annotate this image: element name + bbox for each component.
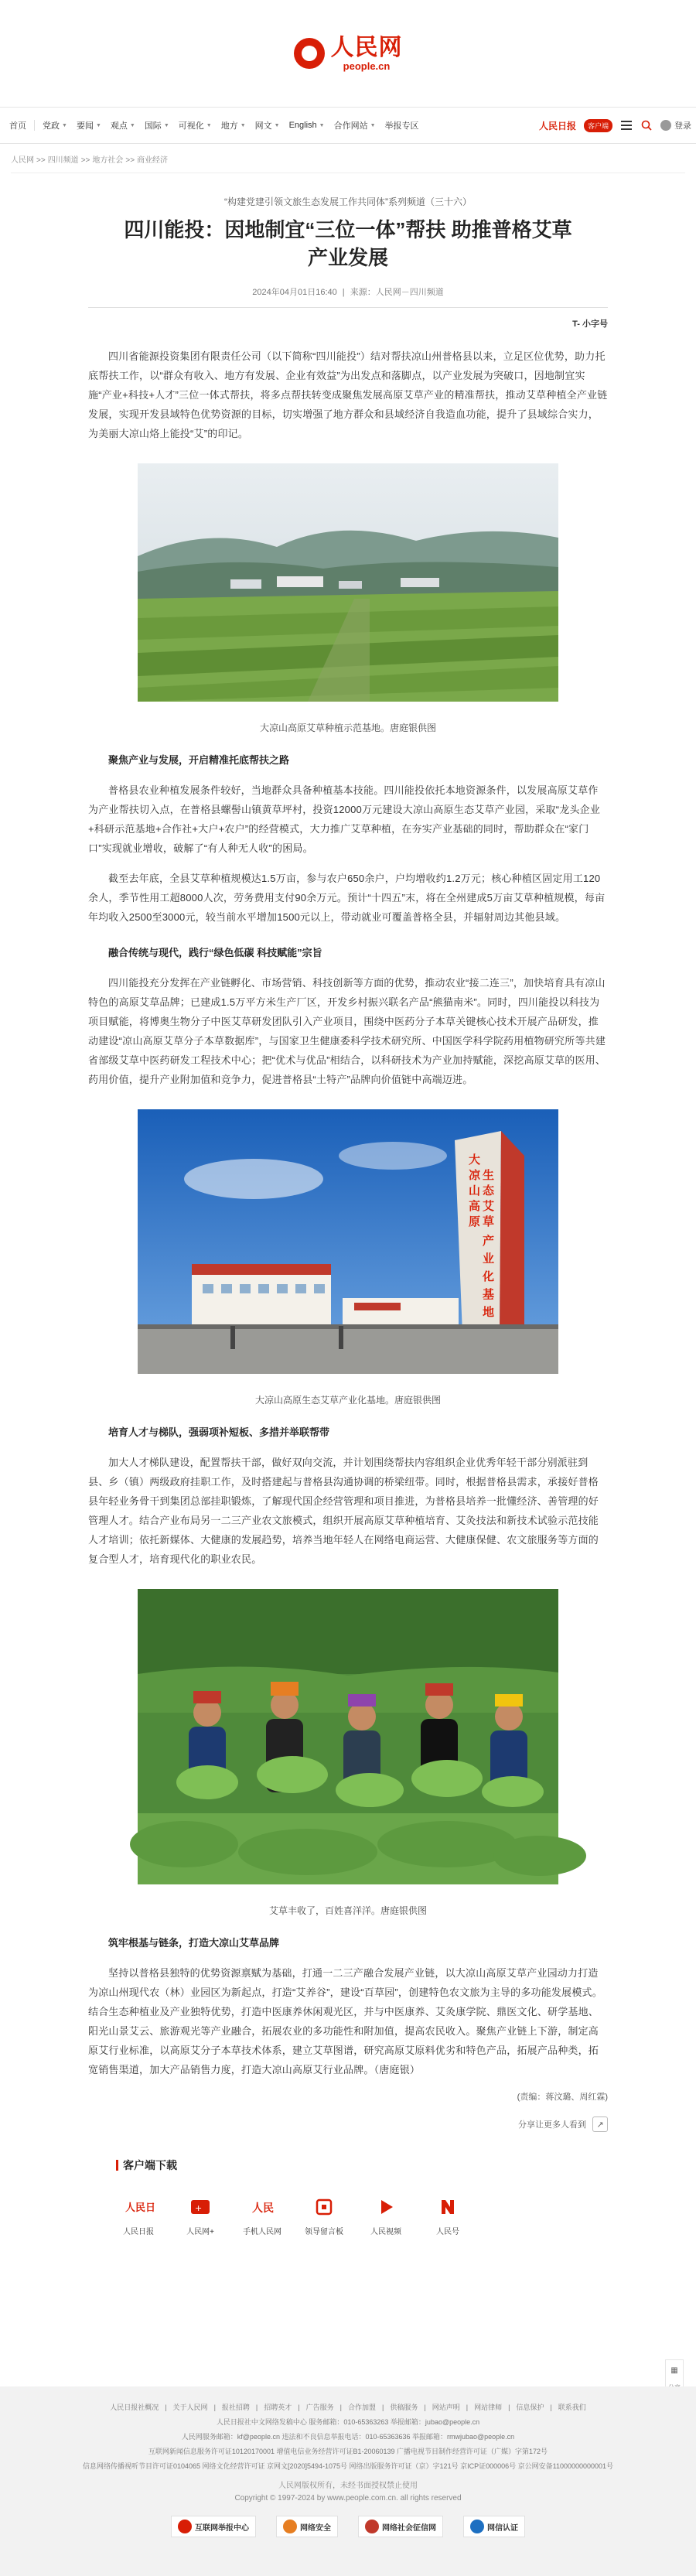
svg-text:态: 态 [483, 1184, 495, 1197]
svg-text:草: 草 [483, 1215, 495, 1228]
font-size-label: 小字号 [582, 319, 608, 329]
chevron-down-icon: ▼ [370, 122, 376, 128]
editor-signature: (责编：蒋汶璐、周红霖) [517, 2093, 608, 2102]
footer-link[interactable]: 网站声明 [432, 2403, 460, 2411]
menu-icon[interactable] [620, 119, 633, 132]
svg-text:凉: 凉 [469, 1168, 481, 1182]
client-app[interactable] [363, 2194, 408, 2236]
search-icon[interactable] [640, 119, 653, 132]
article-photo-field[interactable] [138, 463, 558, 705]
article-paragraph: 坚持以普格县独特的优势资源禀赋为基础，打通一二三产融合发展产业链，以大凉山高原艾草产业园动力打造为凉山州现代农（林）业园区为新起点，打造“艾养谷”，建设“百草园”，创建特色农文旅为主导的多功能发展模式。结合生态种植业及产业独特优势，打造中医康养休闲观光区，并与中医康养、艾灸康学院、鼎医文化、研学基地、阳光山景艾云、旅游观光等产业融合，拓展农业的多功能性和附加值，提高农民收入。聚焦产业链上下游，制定高原艾行业标准，以高原艾分子本草技术体系，建立艾草图谱，研究高原艾原料优劣和特色产品，拓展产品种类，拓宽销售渠道，加大产品销售力度，打造大凉山高原艾行业品牌。（唐庭银） [88, 1967, 602, 2075]
nav-item-label: English [288, 121, 317, 130]
nav-item-label: 举报专区 [384, 121, 419, 131]
nav-item[interactable] [380, 119, 424, 132]
breadcrumb-link[interactable]: 商业经济 [137, 156, 169, 165]
svg-text:人民日: 人民日 [125, 2202, 156, 2214]
photo-caption: 大凉山高原艾草种植示范基地。唐庭银供图 [259, 723, 436, 733]
article [88, 195, 608, 2132]
footer-link-divider: | [382, 2403, 384, 2411]
footer-link[interactable]: 合作加盟 [347, 2403, 376, 2411]
footer-link[interactable]: 联系我们 [558, 2403, 586, 2411]
nav-brand-link[interactable]: 人民日报 [538, 120, 576, 132]
footer-badge-label: 网络安全 [300, 2523, 331, 2533]
share-label: 分享让更多人看到 [518, 2120, 586, 2130]
svg-text:业: 业 [483, 1252, 495, 1266]
footer-link[interactable]: 报社招聘 [221, 2403, 250, 2411]
footer-link-divider: | [165, 2403, 167, 2411]
client-app-icon [425, 2194, 470, 2220]
breadcrumb [11, 153, 696, 165]
chevron-down-icon: ▼ [240, 122, 246, 128]
footer-line-4: 互联网新闻信息服务许可证10120170001 增值电信业务经营许可证B1-20060139 广播电视节目制作经营许可证（广媒）字第172号 [148, 2448, 548, 2455]
client-badge[interactable]: 客户端 [584, 119, 612, 132]
client-app-label: 人民网+ [186, 2228, 214, 2236]
badge-icon [283, 2520, 297, 2533]
svg-text:化: 化 [483, 1269, 495, 1283]
nav-item[interactable] [140, 119, 174, 132]
client-app-icon [240, 2194, 285, 2220]
footer-link[interactable]: 供稿服务 [390, 2403, 418, 2411]
article-paragraph: 截至去年底，全县艾草种植规模达1.5万亩，参与农户650余户，户均增收约1.2万元；核心种植区固定用工120余人，季节性用工超8000人次，劳务费用支付90余万元。预计“十四五”末，将在全州建成5万亩艾草种植规模，每亩年均收入2500至3000元，较当前水平增加1500元以上，带动就业可覆盖普格全县，并辐射周边其他县域。 [88, 873, 606, 923]
footer-line-3: 人民网服务邮箱：kf@people.cn 违法和不良信息举报电话：010-65363636 举报邮箱：rmwjubao@people.cn [181, 2433, 515, 2441]
nav-item-label: 要闻 [76, 121, 94, 131]
svg-text:基: 基 [483, 1287, 495, 1301]
footer-line-5: 信息网络传播视听节目许可证0104065 网络文化经营许可证 京网文[2020]5494-1075号 网络出版服务许可证（京）字121号 京ICP证000006号 京公网安备11000000000001号 [82, 2462, 614, 2470]
font-size-toggle[interactable] [88, 317, 608, 330]
footer-link-divider: | [298, 2403, 300, 2411]
svg-text:产: 产 [483, 1234, 495, 1248]
client-app[interactable] [302, 2194, 346, 2236]
logo-bar [0, 0, 696, 107]
footer-badge[interactable] [171, 2516, 256, 2537]
footer-badge[interactable] [463, 2516, 525, 2537]
nav-item[interactable] [38, 119, 72, 132]
chevron-down-icon: ▼ [319, 122, 325, 128]
nav-item-label: 可视化 [178, 121, 204, 131]
footer-link[interactable]: 网站律师 [474, 2403, 503, 2411]
article-figure [138, 463, 558, 734]
photo-caption: 艾草丰收了，百姓喜洋洋。唐庭银供图 [268, 1905, 427, 1916]
client-app-icon [363, 2194, 408, 2220]
breadcrumb-link[interactable]: 人民网 [11, 156, 34, 165]
article-figure [138, 1589, 558, 1917]
nav-item-label: 首页 [9, 121, 26, 131]
main-nav [0, 107, 696, 144]
svg-text:高: 高 [469, 1199, 481, 1213]
article-subheading: 筑牢根基与链条，打造大凉山艾草品牌 [108, 1937, 280, 1949]
client-app-label: 人民视频 [370, 2228, 401, 2236]
meta-divider [88, 307, 608, 308]
footer [0, 2386, 696, 2576]
breadcrumb-link[interactable]: 地方社会 [92, 156, 124, 165]
nav-item[interactable] [5, 119, 31, 132]
chevron-down-icon: ▼ [95, 122, 101, 128]
article-photo-building[interactable] [138, 1109, 558, 1378]
client-app-label: 手机人民网 [243, 2228, 281, 2236]
footer-badge-label: 网络社会征信网 [382, 2523, 436, 2533]
footer-link-divider: | [213, 2403, 216, 2411]
badge-icon [470, 2520, 484, 2533]
breadcrumb-separator: >> [125, 156, 135, 165]
article-figure [138, 1109, 558, 1406]
client-app-icon [178, 2194, 223, 2220]
chevron-down-icon: ▼ [274, 122, 280, 128]
client-app-icon [302, 2194, 346, 2220]
svg-text:人民: 人民 [252, 2202, 274, 2215]
nav-item-label: 网文 [254, 121, 272, 131]
nav-item[interactable] [285, 121, 329, 130]
footer-link-divider: | [424, 2403, 426, 2411]
nav-item[interactable] [329, 119, 380, 132]
footer-link[interactable]: 招聘英才 [264, 2403, 292, 2411]
footer-link[interactable]: 信息保护 [516, 2403, 544, 2411]
nav-item[interactable] [72, 119, 106, 132]
nav-item[interactable] [217, 119, 251, 132]
breadcrumb-separator: >> [36, 156, 46, 165]
footer-badge[interactable] [358, 2516, 443, 2537]
article-paragraph: 普格县农业种植发展条件较好，当地群众具备种植基本技能。四川能投依托本地资源条件，以发展高原艾草作为产业帮扶切入点，在普格县螺髻山镇黄草坪村，投资12000万元建设大凉山高原生态艾草产业园，采取“龙头企业+科研示范基地+合作社+大户+农户”的经营模式，大力推广艾草种植，在夯实产业基础的同时，帮助群众在“家门口”实现就业增收，破解了“有人种无人收”的困局。 [88, 784, 601, 854]
svg-text:山: 山 [469, 1184, 481, 1197]
nav-item[interactable] [174, 119, 217, 132]
svg-text:生: 生 [483, 1168, 495, 1182]
share-icon[interactable]: ↗ [592, 2116, 608, 2132]
article-meta: 2024年04月01日16:40 | 来源：人民网－四川频道 [252, 288, 444, 297]
footer-link[interactable]: 关于人民网 [172, 2403, 208, 2411]
nav-item-label: 观点 [110, 121, 128, 131]
article-paragraph: 四川省能源投资集团有限责任公司（以下简称“四川能投”）结对帮扶凉山州普格县以来，立足区位优势，助力托底帮扶工作，以“群众有收入、地方有发展、企业有效益”为出发点和落脚点，以产业发展为突破口，因地制宜实施“产业+科技+人才”三位一体式帮扶，将多点帮扶转变成聚焦发展高原艾草产业的精准帮扶，推动艾草种植全产业链发展，实现开发县域特色优势资源的目标，切实增强了地方群众和县域经济自我造血功能，提升了县域综合实力，为美丽大凉山烙上能投“艾”的印记。 [88, 350, 608, 439]
badge-icon [365, 2520, 379, 2533]
nav-item-label: 党政 [43, 121, 60, 131]
copyright-cn: 人民网版权所有，未经书面授权禁止使用 [278, 2482, 418, 2490]
article-paragraph: 四川能投充分发挥在产业链孵化、市场营销、科技创新等方面的优势，推动农业“接二连三”，加快培育具有凉山特色的高原艾草品牌；已建成1.5万平方米生产厂区，开发乡村振兴联名产品“熊猫南米”。同时，四川能投以科技为项目赋能，将博奥生物分子中医艾草研发团队引入产业项目，围绕中医药分子本草关键核心技术开展产品研发，推动建设“凉山高原艾草分子本草数据库”，与国家卫生健康委科学技术研究所、中国医学科学院药用植物研究所等共建省部级艾草中医药研发工程技术中心；把“优术与优品”相结合，以科研技术为产业加持赋能，深挖高原艾草的医用、药用价值，提升产业附加值和竞争力，促进普格县“土特产”品牌向价值链中高端迈进。 [88, 977, 606, 1085]
article-subheading: 聚焦产业与发展，开启精准托底帮扶之路 [108, 754, 290, 766]
article-body [88, 347, 608, 2079]
qrcode-icon[interactable]: ▦ [670, 2366, 678, 2375]
article-pre-title: “构建党建引领文旅生态发展工作共同体”系列频道（三十六） [224, 196, 472, 207]
footer-link[interactable]: 广告服务 [305, 2403, 334, 2411]
svg-text:大: 大 [469, 1153, 481, 1167]
copyright-en: Copyright © 1997-2024 by www.people.com.cn. all rights reserved [234, 2494, 462, 2503]
share-row [88, 2116, 608, 2132]
nav-item-label: 国际 [144, 121, 162, 131]
footer-links [0, 2400, 696, 2415]
user-icon [660, 120, 671, 131]
nav-divider [34, 120, 35, 131]
nav-item[interactable] [251, 119, 285, 132]
article-paragraph: 加大人才梯队建设，配置帮扶干部，做好双向交流，并计划围绕帮扶内容组织企业优秀年轻干部分别派驻到县、乡（镇）两级政府挂职工作，及时搭建起与普格县沟通协调的桥梁纽带。同时，根据普格县需求，承接好普格县年轻业务骨干到集团总部挂职锻炼，了解现代国企经营管理和项目推进，为普格县培养一批懂经济、善管理的好管理人才。结合产业布局另一二三产业农文旅模式，组织开展高原艾草种植培育、艾灸技法和新技术试验示范技能人才培训；依托新媒体、大健康的发展趋势，培养当地年轻人在网络电商运营、大健康保健、农文旅服务等方面的复合型人才，培育现代化的职业农民。 [88, 1457, 599, 1565]
article-subheading: 融合传统与现代，践行“绿色低碳 科技赋能”宗旨 [108, 947, 322, 958]
article-source[interactable]: 来源：人民网－四川频道 [350, 288, 444, 297]
nav-item-label: 合作网站 [333, 121, 368, 131]
client-app[interactable] [425, 2194, 470, 2236]
svg-text:+: + [195, 2203, 203, 2213]
client-app[interactable] [240, 2194, 285, 2236]
footer-link[interactable]: 人民日报社概况 [110, 2403, 159, 2411]
logo-cn: 人民网 [330, 33, 403, 61]
login-label: 登录 [674, 121, 691, 131]
footer-line-2: 人民日报社中文网络发稿中心 服务邮箱：010-65363263 举报邮箱：jubao@people.cn [216, 2418, 480, 2426]
article-subheading: 培育人才与梯队，强弱项补短板、多措并举联帮带 [108, 1426, 330, 1438]
nav-item-label: 地方 [220, 121, 238, 131]
chevron-down-icon: ▼ [163, 122, 169, 128]
client-app-label: 领导留言板 [305, 2228, 343, 2236]
publish-time: 2024年04月01日16:40 [252, 288, 337, 297]
logo-en: people.cn [343, 60, 391, 72]
breadcrumb-separator: >> [80, 156, 90, 165]
svg-text:原: 原 [469, 1215, 481, 1228]
client-app-icon [116, 2194, 161, 2220]
login-button[interactable] [660, 119, 691, 132]
client-download-title: 客户端下载 [116, 2160, 696, 2171]
badge-icon [178, 2520, 192, 2533]
client-app-label: 人民日报 [123, 2228, 154, 2236]
chevron-down-icon: ▼ [129, 122, 135, 128]
svg-text:艾: 艾 [483, 1199, 495, 1213]
photo-caption: 大凉山高原生态艾草产业化基地。唐庭银供图 [254, 1395, 441, 1406]
chevron-down-icon: ▼ [62, 122, 67, 128]
chevron-down-icon: ▼ [206, 122, 212, 128]
breadcrumb-link[interactable]: 四川频道 [47, 156, 79, 165]
article-title: 四川能投：因地制宜“三位一体”帮扶 助推普格艾草产业发展 [124, 218, 572, 269]
footer-link-divider: | [550, 2403, 552, 2411]
footer-badge-label: 互联网举报中心 [195, 2523, 249, 2533]
client-app-label: 人民号 [436, 2228, 459, 2236]
client-download [116, 2160, 696, 2236]
logo-mark-icon [294, 38, 325, 69]
client-app[interactable] [116, 2194, 161, 2236]
font-size-icon: T- [572, 319, 580, 329]
site-logo[interactable] [294, 33, 403, 72]
footer-link-divider: | [466, 2403, 469, 2411]
footer-link-divider: | [508, 2403, 510, 2411]
svg-text:地: 地 [483, 1305, 495, 1319]
footer-badge-label: 网信认证 [487, 2523, 518, 2533]
client-app[interactable] [178, 2194, 223, 2236]
footer-link-divider: | [255, 2403, 258, 2411]
article-photo-people[interactable] [138, 1589, 558, 1888]
nav-item[interactable] [106, 119, 140, 132]
footer-badge[interactable] [276, 2516, 338, 2537]
footer-link-divider: | [339, 2403, 342, 2411]
